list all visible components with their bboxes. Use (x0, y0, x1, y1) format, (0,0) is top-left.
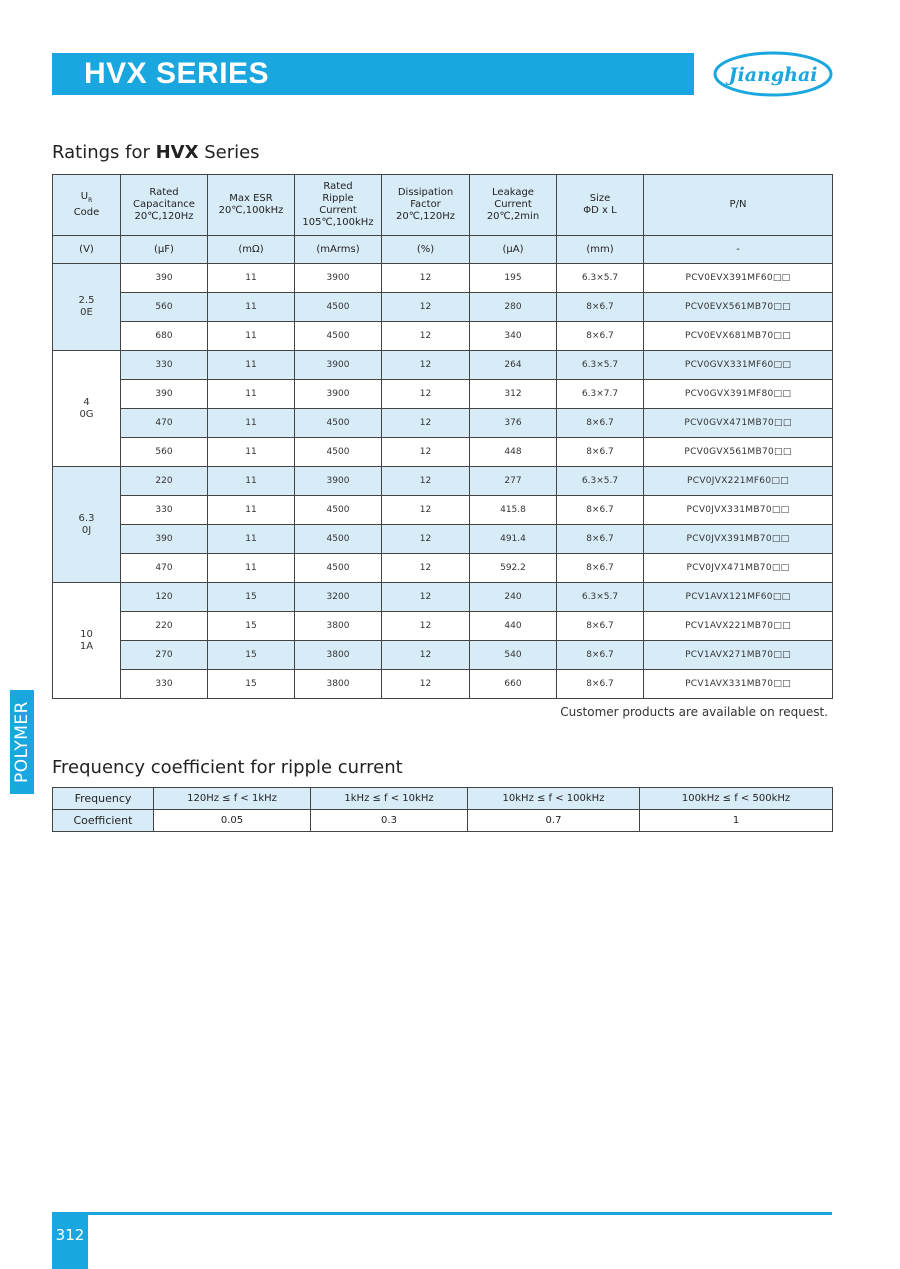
frequency-range: 10kHz ≤ f < 100kHz (468, 788, 640, 810)
part-number-cell: PCV0JVX391MB70□□ (644, 525, 833, 554)
ripple-cell: 3200 (295, 583, 382, 612)
capacitance-cell: 120 (121, 583, 208, 612)
df-cell: 12 (382, 438, 470, 467)
capacitance-cell: 680 (121, 322, 208, 351)
size-cell: 6.3×5.7 (557, 351, 644, 380)
ripple-cell: 4500 (295, 293, 382, 322)
capacitance-cell: 560 (121, 438, 208, 467)
size-cell: 6.3×5.7 (557, 467, 644, 496)
frequency-label: Frequency (53, 788, 154, 810)
coefficient-row (53, 810, 833, 832)
df-cell: 12 (382, 583, 470, 612)
table-row (53, 380, 833, 409)
table-row (53, 612, 833, 641)
ripple-cell: 3900 (295, 351, 382, 380)
voltage-code: 0E (80, 307, 93, 318)
jianghai-logo (712, 50, 834, 98)
voltage-code: 1A (79, 640, 94, 652)
part-number-cell: PCV0GVX561MB70□□ (644, 438, 833, 467)
leakage-cell: 280 (470, 293, 557, 322)
table-row (53, 583, 833, 612)
frequency-range: 100kHz ≤ f < 500kHz (640, 788, 833, 810)
voltage-group-cell (53, 264, 121, 351)
ripple-cell: 3800 (295, 641, 382, 670)
frequency-table (52, 787, 833, 832)
unit-cell: (V) (53, 236, 121, 264)
df-cell: 12 (382, 525, 470, 554)
coefficient-value: 0.3 (311, 810, 468, 832)
esr-cell: 15 (208, 612, 295, 641)
table-row (53, 351, 833, 380)
capacitance-cell: 390 (121, 525, 208, 554)
ripple-cell: 4500 (295, 409, 382, 438)
size-cell: 8×6.7 (557, 641, 644, 670)
ripple-cell: 3900 (295, 380, 382, 409)
part-number-cell: PCV1AVX331MB70□□ (644, 670, 833, 699)
part-number-cell: PCV0EVX391MF60□□ (644, 264, 833, 293)
unit-cell: (mΩ) (208, 236, 295, 264)
esr-cell: 11 (208, 380, 295, 409)
capacitance-cell: 220 (121, 467, 208, 496)
esr-cell: 11 (208, 322, 295, 351)
leakage-cell: 312 (470, 380, 557, 409)
df-cell: 12 (382, 380, 470, 409)
frequency-range: 120Hz ≤ f < 1kHz (154, 788, 311, 810)
col-header-pn: P/N (644, 175, 833, 236)
esr-cell: 11 (208, 351, 295, 380)
page-number: 312 (52, 1215, 88, 1269)
col-header-dissipation: Dissipation Factor 20℃,120Hz (382, 175, 470, 236)
unit-cell: (%) (382, 236, 470, 264)
capacitance-cell: 560 (121, 293, 208, 322)
size-cell: 6.3×5.7 (557, 583, 644, 612)
size-cell: 8×6.7 (557, 612, 644, 641)
df-cell: 12 (382, 264, 470, 293)
leakage-cell: 540 (470, 641, 557, 670)
ripple-cell: 3900 (295, 467, 382, 496)
leakage-cell: 440 (470, 612, 557, 641)
table-row (53, 496, 833, 525)
part-number-cell: PCV0GVX391MF80□□ (644, 380, 833, 409)
esr-cell: 15 (208, 670, 295, 699)
df-cell: 12 (382, 641, 470, 670)
table-row (53, 525, 833, 554)
ripple-cell: 3900 (295, 264, 382, 293)
part-number-cell: PCV0JVX221MF60□□ (644, 467, 833, 496)
ripple-cell: 4500 (295, 438, 382, 467)
table-row (53, 293, 833, 322)
series-title-banner: HVX SERIES (52, 53, 694, 95)
unit-cell: (mArms) (295, 236, 382, 264)
col-header-code: $U_R$ Code (53, 175, 121, 236)
esr-cell: 11 (208, 264, 295, 293)
col-header-leakage: Leakage Current 20℃,2min (470, 175, 557, 236)
df-cell: 12 (382, 612, 470, 641)
size-cell: 8×6.7 (557, 554, 644, 583)
frequency-title: Frequency coefficient for ripple current (52, 757, 403, 778)
ripple-cell: 4500 (295, 322, 382, 351)
part-number-cell: PCV0GVX471MB70□□ (644, 409, 833, 438)
esr-cell: 11 (208, 293, 295, 322)
col-header-esr: Max ESR 20℃,100kHz (208, 175, 295, 236)
table-row (53, 264, 833, 293)
capacitance-cell: 270 (121, 641, 208, 670)
voltage-group-cell (53, 467, 121, 583)
voltage-group-cell (53, 351, 121, 467)
capacitance-cell: 390 (121, 264, 208, 293)
part-number-cell: PCV1AVX121MF60□□ (644, 583, 833, 612)
capacitance-cell: 390 (121, 380, 208, 409)
coefficient-value: 0.7 (468, 810, 640, 832)
ratings-table (52, 174, 833, 699)
unit-cell: (μA) (470, 236, 557, 264)
ripple-cell: 3800 (295, 670, 382, 699)
leakage-cell: 376 (470, 409, 557, 438)
size-cell: 6.3×7.7 (557, 380, 644, 409)
col-header-capacitance: Rated Capacitance 20℃,120Hz (121, 175, 208, 236)
unit-cell: (mm) (557, 236, 644, 264)
df-cell: 12 (382, 322, 470, 351)
capacitance-cell: 330 (121, 496, 208, 525)
coefficient-value: 0.05 (154, 810, 311, 832)
voltage-code: 0J (81, 524, 92, 536)
table-row (53, 554, 833, 583)
leakage-cell: 340 (470, 322, 557, 351)
leakage-cell: 240 (470, 583, 557, 612)
df-cell: 12 (382, 293, 470, 322)
capacitance-cell: 330 (121, 351, 208, 380)
part-number-cell: PCV0EVX561MB70□□ (644, 293, 833, 322)
rated-voltage: 2.5 (78, 295, 95, 306)
size-cell: 8×6.7 (557, 438, 644, 467)
leakage-cell: 277 (470, 467, 557, 496)
capacitance-cell: 470 (121, 409, 208, 438)
ripple-cell: 4500 (295, 496, 382, 525)
part-number-cell: PCV1AVX271MB70□□ (644, 641, 833, 670)
rated-voltage: 10 (80, 628, 93, 640)
df-cell: 12 (382, 409, 470, 438)
part-number-cell: PCV0GVX331MF60□□ (644, 351, 833, 380)
leakage-cell: 264 (470, 351, 557, 380)
ratings-title: Ratings for HVX Series (52, 142, 260, 163)
part-number-cell: PCV0JVX471MB70□□ (644, 554, 833, 583)
leakage-cell: 660 (470, 670, 557, 699)
leakage-cell: 195 (470, 264, 557, 293)
part-number-cell: PCV0JVX331MB70□□ (644, 496, 833, 525)
capacitance-cell: 330 (121, 670, 208, 699)
table-row (53, 641, 833, 670)
esr-cell: 15 (208, 583, 295, 612)
part-number-cell: PCV1AVX221MB70□□ (644, 612, 833, 641)
rated-voltage: 4 (83, 396, 90, 408)
voltage-group-cell (53, 583, 121, 699)
df-cell: 12 (382, 467, 470, 496)
df-cell: 12 (382, 351, 470, 380)
esr-cell: 15 (208, 641, 295, 670)
size-cell: 8×6.7 (557, 322, 644, 351)
capacitance-cell: 220 (121, 612, 208, 641)
size-cell: 8×6.7 (557, 670, 644, 699)
customer-note: Customer products are available on request. (560, 705, 828, 719)
voltage-code: 0G (79, 408, 94, 420)
table-row (53, 409, 833, 438)
leakage-cell: 592.2 (470, 554, 557, 583)
esr-cell: 11 (208, 496, 295, 525)
df-cell: 12 (382, 554, 470, 583)
size-cell: 6.3×5.7 (557, 264, 644, 293)
table-row (53, 322, 833, 351)
coefficient-label: Coefficient (53, 810, 154, 832)
frequency-row (53, 788, 833, 810)
footer-divider (52, 1212, 832, 1215)
size-cell: 8×6.7 (557, 409, 644, 438)
unit-cell: - (644, 236, 833, 264)
table-row (53, 438, 833, 467)
size-cell: 8×6.7 (557, 525, 644, 554)
frequency-range: 1kHz ≤ f < 10kHz (311, 788, 468, 810)
leakage-cell: 415.8 (470, 496, 557, 525)
capacitance-cell: 470 (121, 554, 208, 583)
leakage-cell: 448 (470, 438, 557, 467)
ripple-cell: 4500 (295, 525, 382, 554)
ripple-cell: 4500 (295, 554, 382, 583)
size-cell: 8×6.7 (557, 293, 644, 322)
df-cell: 12 (382, 670, 470, 699)
ripple-cell: 3800 (295, 612, 382, 641)
rated-voltage: 6.3 (78, 512, 95, 524)
esr-cell: 11 (208, 525, 295, 554)
unit-cell: (μF) (121, 236, 208, 264)
polymer-side-tab: POLYMER (10, 690, 34, 794)
coefficient-value: 1 (640, 810, 833, 832)
esr-cell: 11 (208, 467, 295, 496)
esr-cell: 11 (208, 409, 295, 438)
col-header-ripple: Rated Ripple Current 105℃,100kHz (295, 175, 382, 236)
esr-cell: 11 (208, 554, 295, 583)
df-cell: 12 (382, 496, 470, 525)
col-header-size: Size ΦD x L (557, 175, 644, 236)
table-row (53, 467, 833, 496)
leakage-cell: 491.4 (470, 525, 557, 554)
table-row (53, 670, 833, 699)
esr-cell: 11 (208, 438, 295, 467)
size-cell: 8×6.7 (557, 496, 644, 525)
part-number-cell: PCV0EVX681MB70□□ (644, 322, 833, 351)
logo-text: Jianghai (728, 64, 818, 86)
